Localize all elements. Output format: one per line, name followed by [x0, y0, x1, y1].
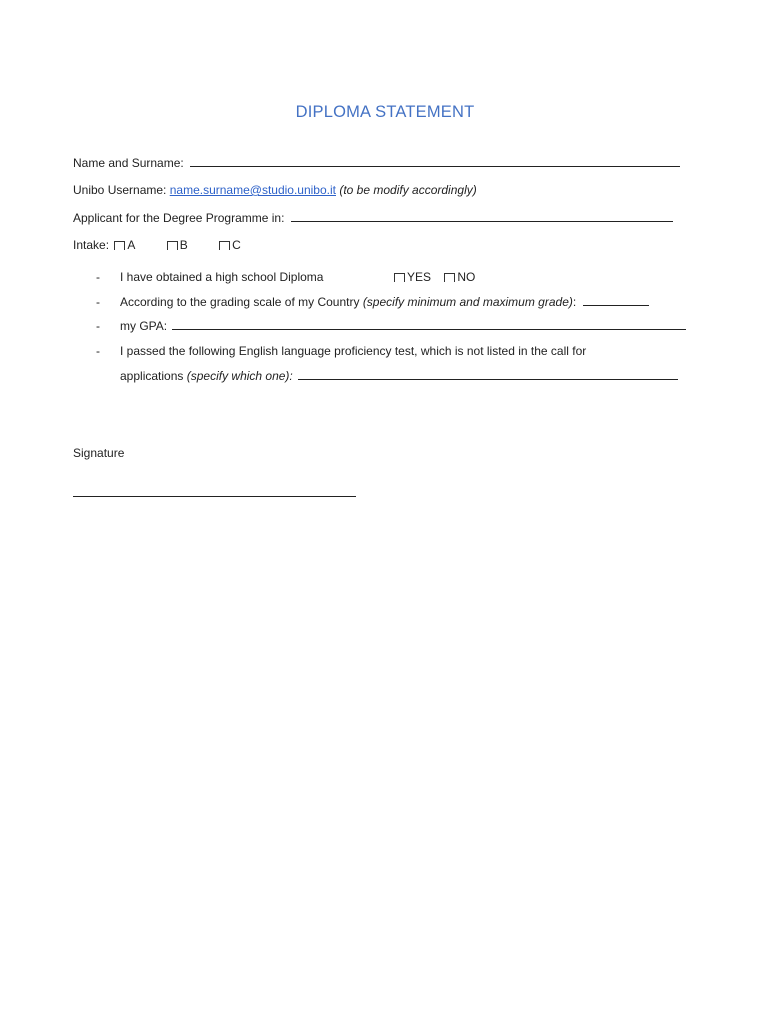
- name-surname-row: [73, 156, 680, 170]
- diploma-no-option[interactable]: [444, 270, 475, 284]
- list-item: [96, 344, 586, 358]
- username-row: [73, 183, 477, 197]
- diploma-options: [394, 270, 475, 284]
- grading-text: According to the grading scale of my Country: [120, 295, 360, 309]
- list-item: [96, 270, 323, 284]
- name-surname-field[interactable]: [190, 156, 680, 167]
- intake-label: Intake:: [73, 238, 110, 252]
- intake-option-label: C: [232, 238, 241, 252]
- grading-colon: :: [572, 295, 577, 309]
- grading-italic: (specify minimum and maximum grade): [362, 295, 573, 309]
- diploma-yes-label: YES: [407, 270, 432, 284]
- applicant-label: Applicant for the Degree Programme in:: [73, 211, 285, 225]
- username-email-link[interactable]: name.surname@studio.unibo.it: [169, 183, 336, 197]
- signature-row: [73, 486, 356, 500]
- english-test-field[interactable]: [298, 369, 678, 380]
- list-item: [96, 295, 649, 309]
- list-dash: -: [96, 270, 100, 284]
- list-item: [96, 319, 686, 333]
- name-surname-label: Name and Surname:: [73, 156, 184, 170]
- diploma-yes-option[interactable]: [394, 270, 431, 284]
- checkbox-icon[interactable]: [394, 273, 405, 282]
- checkbox-icon[interactable]: [167, 241, 178, 250]
- intake-option-label: A: [127, 238, 136, 252]
- list-dash: -: [96, 319, 100, 333]
- gpa-label: my GPA:: [120, 319, 168, 333]
- list-dash: -: [96, 295, 100, 309]
- checkbox-icon[interactable]: [219, 241, 230, 250]
- intake-option-b[interactable]: [167, 238, 188, 252]
- gpa-field[interactable]: [172, 319, 686, 330]
- username-label: Unibo Username:: [73, 183, 167, 197]
- username-note: (to be modify accordingly): [339, 183, 477, 197]
- english-line2-row: [120, 369, 678, 383]
- intake-option-a[interactable]: [114, 238, 135, 252]
- grading-field[interactable]: [583, 295, 649, 306]
- diploma-text: I have obtained a high school Diploma: [120, 270, 324, 284]
- intake-option-label: B: [179, 238, 188, 252]
- diploma-no-label: NO: [457, 270, 476, 284]
- applicant-row: [73, 211, 673, 225]
- english-line1: I passed the following English language proficiency test, which is not listed in the call for: [120, 344, 587, 358]
- english-italic: (specify which one):: [186, 369, 293, 383]
- checkbox-icon[interactable]: [114, 241, 125, 250]
- list-dash: -: [96, 344, 100, 358]
- page-title: DIPLOMA STATEMENT: [295, 103, 475, 121]
- english-line2: applications: [120, 369, 184, 383]
- checkbox-icon[interactable]: [444, 273, 455, 282]
- signature-label: Signature: [73, 446, 125, 460]
- degree-programme-field[interactable]: [291, 211, 673, 222]
- intake-row: [73, 238, 241, 252]
- signature-field[interactable]: [73, 486, 356, 497]
- intake-option-c[interactable]: [219, 238, 241, 252]
